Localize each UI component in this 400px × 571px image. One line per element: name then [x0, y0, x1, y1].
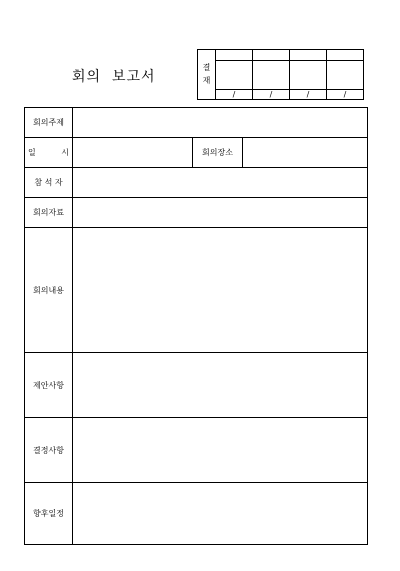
signature-cell[interactable] [327, 61, 364, 90]
approval-date-cell[interactable]: / [216, 89, 253, 99]
attendees-field[interactable] [73, 168, 368, 198]
schedule-label: 향후일정 [25, 483, 73, 545]
place-label: 회의장소 [193, 138, 243, 168]
datetime-label: 일 시 [25, 138, 73, 168]
subject-field[interactable] [73, 108, 368, 138]
signature-cell[interactable] [290, 61, 327, 90]
materials-field[interactable] [73, 198, 368, 228]
approval-date-cell[interactable]: / [290, 89, 327, 99]
approval-label-bottom: 재 [202, 75, 211, 85]
signature-cell[interactable] [253, 61, 290, 90]
proposals-field[interactable] [73, 353, 368, 418]
datetime-field[interactable] [73, 138, 193, 168]
approver-title-cell[interactable] [327, 50, 364, 61]
meeting-report-table [24, 107, 368, 545]
schedule-field[interactable] [73, 483, 368, 545]
approval-date-cell[interactable]: / [327, 89, 364, 99]
approver-title-cell[interactable] [216, 50, 253, 61]
page-title: 회의 보고서 [72, 69, 156, 85]
place-field[interactable] [243, 138, 368, 168]
approver-title-cell[interactable] [290, 50, 327, 61]
signature-cell[interactable] [216, 61, 253, 90]
decisions-label: 결정사항 [25, 418, 73, 483]
content-label: 회의내용 [25, 228, 73, 353]
approval-box [197, 49, 364, 100]
approval-date-cell[interactable]: / [253, 89, 290, 99]
approver-title-cell[interactable] [253, 50, 290, 61]
materials-label: 회의자료 [25, 198, 73, 228]
content-field[interactable] [73, 228, 368, 353]
subject-label: 회의주제 [25, 108, 73, 138]
approval-label [198, 50, 216, 100]
proposals-label: 제안사항 [25, 353, 73, 418]
decisions-field[interactable] [73, 418, 368, 483]
attendees-label: 참 석 자 [25, 168, 73, 198]
approval-label-top: 결 [202, 62, 211, 72]
